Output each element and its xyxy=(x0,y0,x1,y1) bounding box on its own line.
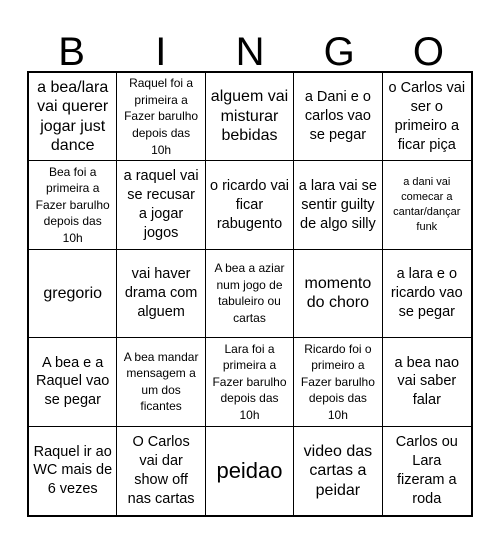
bingo-card-grid xyxy=(27,71,473,517)
bingo-cell[interactable]: O Carlos vai dar show off nas cartas xyxy=(117,427,205,515)
bingo-cell[interactable]: A bea a aziar num jogo de tabuleiro ou cartas xyxy=(206,250,294,338)
bingo-cell[interactable]: A bea mandar mensagem a um dos ficantes xyxy=(117,338,205,426)
bingo-cell[interactable]: a bea nao vai saber falar xyxy=(383,338,471,426)
bingo-cell[interactable]: A bea e a Raquel vao se pegar xyxy=(29,338,117,426)
header-letter-g: G xyxy=(323,30,355,74)
bingo-cell[interactable]: o ricardo vai ficar rabugento xyxy=(206,161,294,249)
bingo-cell[interactable]: a lara vai se sentir guilty de algo silly xyxy=(294,161,382,249)
bingo-cell[interactable]: a raquel vai se recusar a jogar jogos xyxy=(117,161,205,249)
bingo-cell[interactable]: vai haver drama com alguem xyxy=(117,250,205,338)
bingo-cell[interactable]: Bea foi a primeira a Fazer barulho depois das 10h xyxy=(29,161,117,249)
bingo-header xyxy=(27,26,473,74)
bingo-cell[interactable]: video das cartas a peidar xyxy=(294,427,382,515)
bingo-cell[interactable]: peidao xyxy=(206,427,294,515)
bingo-cell[interactable]: Raquel ir ao WC mais de 6 vezes xyxy=(29,427,117,515)
bingo-cell[interactable]: Lara foi a primeira a Fazer barulho depois das 10h xyxy=(206,338,294,426)
header-letter-n: N xyxy=(235,30,265,74)
bingo-cell[interactable]: alguem vai misturar bebidas xyxy=(206,73,294,161)
bingo-cell[interactable]: Carlos ou Lara fizeram a roda xyxy=(395,434,458,507)
bingo-cell[interactable]: a bea/lara vai querer jogar just dance xyxy=(29,73,117,161)
bingo-cell[interactable]: o Carlos vai ser o primeiro a ficar piça xyxy=(383,73,471,161)
bingo-cell[interactable]: a lara e o ricardo vao se pegar xyxy=(383,250,471,338)
bingo-cell[interactable]: Raquel foi a primeira a Fazer barulho depois das 10h xyxy=(117,73,205,161)
bingo-cell[interactable]: Ricardo foi o primeiro a Fazer barulho depois das 10h xyxy=(294,338,382,426)
bingo-cell[interactable]: gregorio xyxy=(29,250,117,338)
header-letter-b: B xyxy=(58,30,85,74)
header-letter-o: O xyxy=(412,30,444,74)
bingo-cell[interactable]: a dani vai comecar a cantar/dançar funk xyxy=(383,161,471,249)
header-letter-i: I xyxy=(155,30,167,74)
bingo-cell[interactable]: momento do choro xyxy=(294,250,382,338)
bingo-cell[interactable]: a Dani e o carlos vao se pegar xyxy=(294,73,382,161)
